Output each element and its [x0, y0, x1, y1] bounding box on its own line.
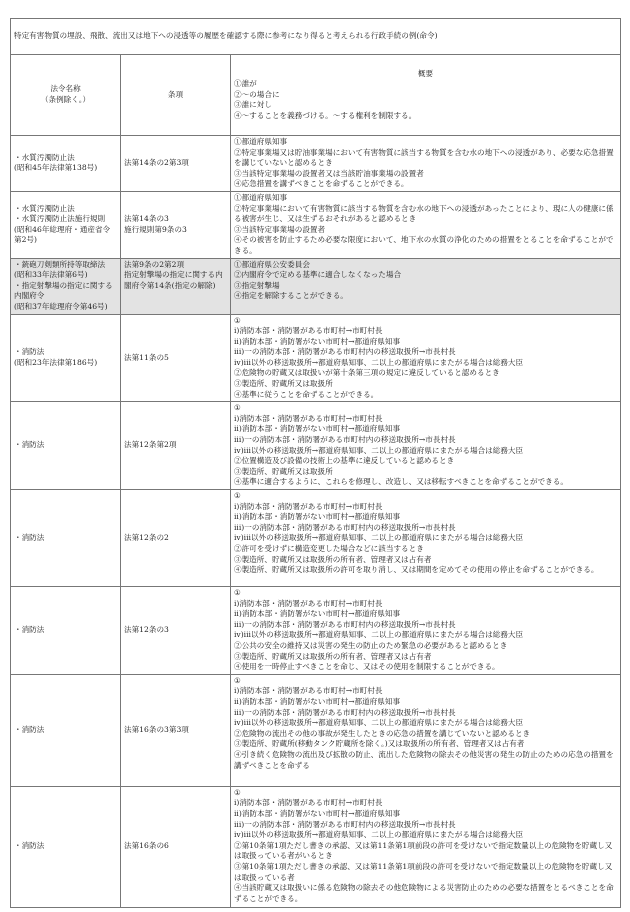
summary-cell-line: iv)iii以外の移送取扱所→都道府県知事、二以上の都道府県にまたがる場合は総務大臣	[234, 630, 524, 640]
article-cell	[121, 402, 231, 490]
summary-cell-line: iii)一の消防本部・消防署がある市町村内の移送取扱所→市長村長	[234, 707, 456, 717]
summary-cell-line: ii)消防本部・消防署がない市町村→都道府県知事	[234, 336, 401, 346]
administrative-procedures-table	[10, 18, 621, 908]
law-name-cell-line: ・水質汚濁防止法施行規則	[14, 214, 106, 224]
table-row	[11, 191, 621, 258]
header-summary-line: ①誰が	[234, 79, 257, 89]
law-name-cell-line: (昭和46年総理府・通産省令第2号)	[14, 224, 111, 245]
law-name-cell-line: ・指定射撃場の指定に関する内閣府令	[14, 280, 113, 301]
law-name-cell	[11, 136, 121, 192]
summary-cell-line: iii)一の消防本部・消防署がある市町村内の移送取扱所→市長村長	[234, 819, 456, 829]
law-name-cell	[11, 258, 121, 314]
summary-cell	[231, 490, 621, 587]
article-cell-line: 法第14条の2第3項	[124, 158, 189, 168]
summary-cell-line: iv)iii以外の移送取扱所→都道府県知事、二以上の都道府県にまたがる場合は総務大臣	[234, 533, 524, 543]
law-name-cell-line: ・消防法	[14, 841, 45, 851]
summary-cell-line: ②危険物の貯蔵又は取扱いが第十条第三項の規定に違反していると認めるとき	[234, 368, 500, 378]
summary-cell-line: iii)一の消防本部・消防署がある市町村内の移送取扱所→市長村長	[234, 619, 456, 629]
summary-cell-line: i)消防本部・消防署がある市町村→市町村長	[234, 686, 383, 696]
summary-cell-line: ②危険物の流出その他の事故が発生したときの応急の措置を講じていないと認めるとき	[234, 728, 531, 738]
header-summary-line: ③誰に対し	[234, 100, 272, 110]
summary-cell-line: ②位置構造及び設備の技術上の基準に違反していると認めるとき	[234, 456, 455, 466]
summary-cell-line: ①都道府県知事	[234, 137, 288, 146]
summary-cell-line: ④その被害を防止するため必要な限度において、地下水の水質の浄化のための措置をとることを命ずることができる。	[234, 235, 614, 255]
summary-cell-line: ii)消防本部・消防署がない市町村→都道府県知事	[234, 696, 401, 706]
summary-cell-line: ①	[234, 315, 241, 325]
summary-cell-line: ②許可を受けずに構造変更した場合などに該当するとき	[234, 543, 424, 553]
summary-cell-line: ③当該特定事業場の設置者	[234, 224, 326, 234]
table-row	[11, 490, 621, 587]
summary-cell-line: ②特定事業場において有害物質に該当する物質を含む水の地下への浸透があったことにより、現に人の健康に係る被害が生じ、又は生ずるおそれがあると認めるとき	[234, 203, 614, 224]
law-name-cell-line: ・水質汚濁防止法	[14, 203, 75, 213]
article-cell-line: 施行規則第9条の3	[124, 224, 187, 234]
law-name-cell	[11, 402, 121, 490]
header-summary	[231, 55, 621, 136]
summary-cell-line: ii)消防本部・消防署がない市町村→都道府県知事	[234, 609, 401, 619]
law-name-cell-line: (昭和45年法律第138号)	[14, 163, 98, 173]
summary-cell-line: iv)iii以外の移送取扱所→都道府県知事、二以上の都道府県にまたがる場合は総務大臣	[234, 445, 524, 455]
summary-cell-line: ①	[234, 588, 241, 597]
table-row	[11, 258, 621, 314]
table-title-row	[11, 19, 621, 55]
table-row	[11, 314, 621, 402]
summary-cell-line: ④製造所、貯蔵所又は取扱所の許可を取り消し、又は期間を定めてその使用の停止を命ずることができる。	[234, 565, 599, 575]
summary-cell-line: ④使用を一時停止すべきことを命じ、又はその使用を制限することができる。	[234, 662, 500, 672]
summary-cell	[231, 191, 621, 258]
law-name-cell-line: ・消防法	[14, 440, 45, 450]
summary-cell-line: i)消防本部・消防署がある市町村→市町村長	[234, 413, 383, 423]
summary-cell-line: ①	[234, 403, 241, 413]
summary-cell-line: i)消防本部・消防署がある市町村→市町村長	[234, 598, 383, 608]
summary-cell-line: ③製造所、貯蔵所(移動タンク貯蔵所を除く。)又は取扱所の所有者、管理者又は占有者	[234, 739, 525, 749]
header-summary-title: 概要	[417, 68, 434, 78]
law-name-cell-line: ・銃砲刀剣類所持等取締法	[14, 259, 106, 269]
table-row	[11, 674, 621, 786]
law-name-cell-line: ・消防法	[14, 625, 45, 635]
summary-cell-line: iv)iii以外の移送取扱所→都道府県知事、二以上の都道府県にまたがる場合は総務大臣	[234, 357, 524, 367]
summary-cell	[231, 674, 621, 786]
summary-cell-line: i)消防本部・消防署がある市町村→市町村長	[234, 798, 383, 808]
summary-cell-line: ④引き続く危険物の流出及び拡散の防止、流出した危険物の除去その他災害の発生の防止のための応急の措置を講ずべきことを命ずる	[234, 749, 614, 770]
table-row	[11, 786, 621, 907]
summary-cell-line: iv)iii以外の移送取扱所→都道府県知事、二以上の都道府県にまたがる場合は総務大臣	[234, 718, 524, 728]
law-name-cell	[11, 674, 121, 786]
article-cell-line: 法第12条第2項	[124, 440, 177, 450]
article-cell-line: 法第12条の3	[124, 625, 169, 635]
summary-cell-line: ①	[234, 675, 241, 685]
article-cell	[121, 674, 231, 786]
article-cell-line: 法第9条の2第2項	[124, 259, 185, 269]
summary-cell	[231, 587, 621, 675]
law-name-cell-line: (昭和33年法律第6号)	[14, 270, 88, 280]
summary-cell-line: i)消防本部・消防署がある市町村→市町村長	[234, 501, 383, 511]
summary-cell-line: ①	[234, 491, 241, 500]
summary-cell-line: ii)消防本部・消防署がない市町村→都道府県知事	[234, 808, 401, 818]
law-name-cell	[11, 786, 121, 907]
summary-cell-line: ②特定事業場又は貯油事業場において有害物質に該当する物質を含む水の地下への浸透があり、必要な応急措置を講じていないと認めるとき	[234, 147, 614, 168]
summary-cell-line: ②内閣府令で定める基準に適合しなくなった場合	[234, 270, 402, 280]
summary-cell-line: ②第10条第1項ただし書きの承認、又は第11条第1項前段の許可を受けないで指定数量以上の危険物を貯蔵し又は取扱っている者がいるとき	[234, 840, 613, 861]
summary-cell-line: i)消防本部・消防署がある市町村→市町村長	[234, 326, 383, 336]
summary-cell-line: ③製造所、貯蔵所又は取扱所の所有者、管理者又は占有者	[234, 651, 432, 661]
summary-cell-line: ii)消防本部・消防署がない市町村→都道府県知事	[234, 424, 401, 434]
header-summary-line: ②～の場合に	[234, 89, 280, 99]
summary-cell-line: iii)一の消防本部・消防署がある市町村内の移送取扱所→市長村長	[234, 347, 456, 357]
summary-cell-line: ④基準に従うことを命ずることができる。	[234, 389, 379, 399]
article-cell-line: 法第14条の3	[124, 214, 169, 224]
summary-cell-line: ④基準に適合するように、これらを修理し、改造し、又は移転すべきことを命ずることができる。	[234, 477, 568, 487]
summary-cell-line: iii)一の消防本部・消防署がある市町村内の移送取扱所→市長村長	[234, 435, 456, 445]
table-title: 特定有害物質の埋設、飛散、流出又は地下への浸透等の履歴を確認する際に参考になり得ると考えられる行政手続の例(命令)	[11, 19, 621, 55]
article-cell	[121, 191, 231, 258]
article-cell	[121, 258, 231, 314]
law-name-cell-line: ・消防法	[14, 347, 45, 357]
table-row	[11, 136, 621, 192]
law-name-cell	[11, 587, 121, 675]
table-row	[11, 587, 621, 675]
summary-cell-line: ③製造所、貯蔵所又は取扱所	[234, 379, 333, 389]
summary-cell	[231, 314, 621, 402]
summary-cell-line: iv)iii以外の移送取扱所→都道府県知事、二以上の都道府県にまたがる場合は総務大臣	[234, 830, 524, 840]
summary-cell-line: ④応急措置を講ずべきことを命ずることができる。	[234, 179, 409, 189]
summary-cell-line: ③指定射撃場	[234, 280, 280, 290]
summary-cell-line: ①	[234, 787, 241, 797]
article-cell-line: 法第16条の6	[124, 841, 169, 851]
law-name-cell-line: (昭和23年法律第186号)	[14, 357, 98, 367]
table-row	[11, 402, 621, 490]
summary-cell	[231, 786, 621, 907]
summary-cell-line: ①都道府県公安委員会	[234, 259, 310, 269]
header-article: 条項	[121, 55, 231, 136]
summary-cell-line: ③製造所、貯蔵所又は取扱所の所有者、管理者又は占有者	[234, 554, 432, 564]
law-name-cell	[11, 490, 121, 587]
summary-cell-line: ③当該特定事業場の設置者又は当該貯油事業場の設置者	[234, 168, 424, 178]
article-cell	[121, 314, 231, 402]
summary-cell-line: ii)消防本部・消防署がない市町村→都道府県知事	[234, 512, 401, 522]
summary-cell-line: ③製造所、貯蔵所又は取扱所	[234, 466, 333, 476]
article-cell	[121, 136, 231, 192]
header-row	[11, 55, 621, 136]
summary-cell-line: ③第10条第1項ただし書きの承認、又は第11条第1項前段の許可を受けないで指定数量以上の危険物を貯蔵し又は取扱っている者	[234, 861, 613, 882]
law-name-cell-line: ・消防法	[14, 724, 45, 734]
summary-cell	[231, 136, 621, 192]
summary-cell	[231, 402, 621, 490]
law-name-cell-line: ・水質汚濁防止法	[14, 152, 75, 162]
law-name-cell-line: (昭和37年総理府令第46号)	[14, 301, 108, 311]
summary-cell-line: ④指定を解除することができる。	[234, 291, 348, 301]
header-law-name	[11, 55, 121, 136]
summary-cell-line: ②公共の安全の維持又は災害の発生の防止のため緊急の必要があると認めるとき	[234, 640, 508, 650]
summary-cell-line: ④当該貯蔵又は取扱いに係る危険物の除去その他危険物による災害防止のための必要な措置をとるべきことを命ずることができる。	[234, 883, 614, 903]
summary-cell-line: iii)一の消防本部・消防署がある市町村内の移送取扱所→市長村長	[234, 522, 456, 532]
article-cell	[121, 786, 231, 907]
article-cell	[121, 587, 231, 675]
header-law-name-line: （条例除く。）	[40, 95, 91, 104]
article-cell-line: 法第12条の2	[124, 532, 169, 542]
article-cell-line: 法第11条の5	[124, 352, 169, 362]
summary-cell	[231, 258, 621, 314]
summary-cell-line: ①都道府県知事	[234, 192, 288, 202]
article-cell-line: 指定射撃場の指定に関する内閣府令第14条(指定の解除)	[124, 270, 223, 290]
law-name-cell-line: ・消防法	[14, 532, 45, 542]
article-cell	[121, 490, 231, 587]
header-summary-line: ④～することを義務づける。～する権利を制限する。	[234, 110, 417, 120]
header-law-name-line: 法令名称	[50, 84, 81, 94]
article-cell-line: 法第16条の3第3項	[124, 724, 189, 734]
law-name-cell	[11, 191, 121, 258]
law-name-cell	[11, 314, 121, 402]
